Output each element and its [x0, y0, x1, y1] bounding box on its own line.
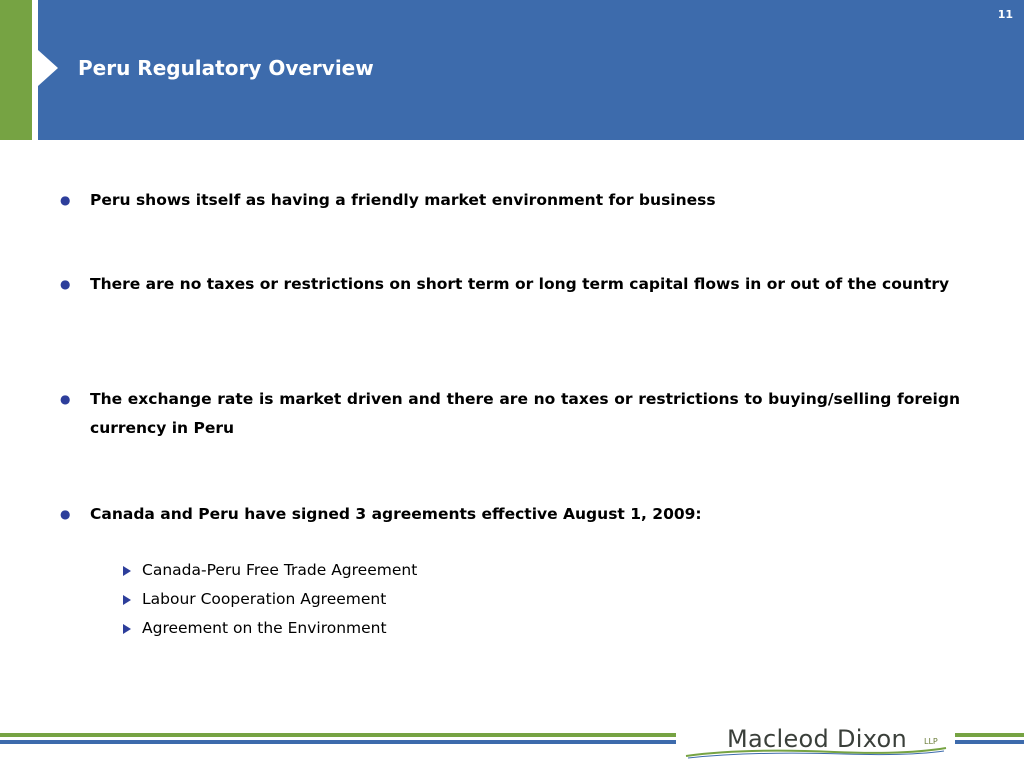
- bullet-dot-icon: ●: [60, 392, 71, 406]
- triangle-bullet-icon: [123, 566, 131, 576]
- bullet-dot-icon: ●: [60, 277, 71, 291]
- logo-suffix: LLP: [924, 737, 938, 746]
- header-arrow-icon: [38, 50, 58, 86]
- page-title: Peru Regulatory Overview: [78, 56, 374, 80]
- logo-text: Macleod Dixon: [727, 725, 907, 753]
- page-number: 11: [997, 8, 1013, 21]
- sub-bullet-item: [123, 585, 723, 614]
- footer-line-blue: [0, 740, 676, 744]
- bullet-text: There are no taxes or restrictions on short term or long term capital flows in or out of the country: [90, 275, 950, 293]
- bullet-text: Canada and Peru have signed 3 agreements effective August 1, 2009:: [90, 505, 702, 523]
- header: [38, 0, 1024, 140]
- sub-bullet-text: Labour Cooperation Agreement: [142, 590, 387, 608]
- sub-bullet-text: Agreement on the Environment: [142, 619, 387, 637]
- bullet-item: [60, 500, 960, 529]
- footer-line-green: [0, 733, 676, 737]
- sub-bullet-item: [123, 614, 723, 643]
- bullet-text: The exchange rate is market driven and there are no taxes or restrictions to buying/selling foreign currency in Peru: [90, 390, 960, 437]
- footer-line-blue: [955, 740, 1024, 744]
- sub-bullet-item: [123, 556, 723, 585]
- bullet-dot-icon: ●: [60, 193, 71, 207]
- sub-bullet-text: Canada-Peru Free Trade Agreement: [142, 561, 418, 579]
- bullet-item: [60, 186, 960, 215]
- bullet-dot-icon: ●: [60, 507, 71, 521]
- footer-line-green: [955, 733, 1024, 737]
- bullet-item: [60, 385, 960, 442]
- sub-bullet-list: [123, 556, 723, 643]
- triangle-bullet-icon: [123, 624, 131, 634]
- company-logo: [684, 722, 950, 766]
- triangle-bullet-icon: [123, 595, 131, 605]
- bullet-text: Peru shows itself as having a friendly market environment for business: [90, 191, 716, 209]
- bullet-item: [60, 270, 960, 299]
- header-accent-bar: [0, 0, 32, 140]
